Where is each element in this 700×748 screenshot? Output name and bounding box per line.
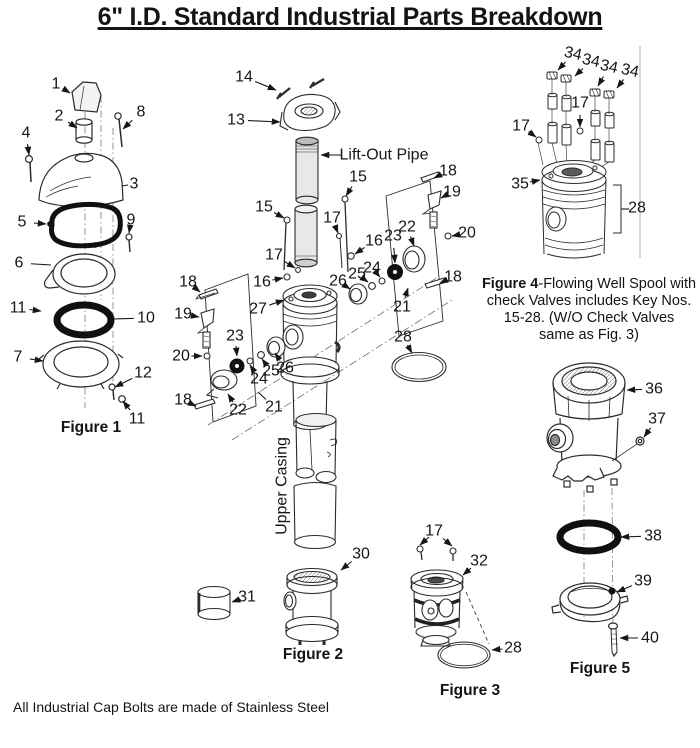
leader-line <box>115 378 132 387</box>
callout-11: 11 <box>9 299 27 317</box>
leader-line <box>627 389 642 390</box>
callout-19: 19 <box>174 305 192 323</box>
leader-line <box>598 77 604 87</box>
callout-11: 11 <box>128 410 146 428</box>
callout-10: 10 <box>137 309 155 327</box>
leader-line <box>644 428 651 437</box>
leader-line <box>617 80 624 89</box>
callout-7: 7 <box>13 348 23 366</box>
callout-34: 34 <box>619 60 641 82</box>
leader-line <box>248 121 280 122</box>
leader-line <box>122 185 128 186</box>
callout-31: 31 <box>238 588 256 606</box>
callout-5: 5 <box>17 213 27 231</box>
callout-21: 21 <box>393 298 411 316</box>
leader-line <box>113 318 134 319</box>
figure4-caption-bold: Figure 4 <box>481 276 539 292</box>
leader-line <box>269 300 284 305</box>
callout-32: 32 <box>470 552 488 570</box>
figure4-caption-line3: 15-28. (W/O Check Valves <box>503 310 675 326</box>
leader-line <box>28 144 30 155</box>
leader-line <box>274 213 284 219</box>
callout-34: 34 <box>598 56 620 78</box>
callout-17: 17 <box>512 117 530 135</box>
leader-line <box>123 401 130 410</box>
leader-line <box>30 310 42 312</box>
callout-14: 14 <box>235 68 253 86</box>
callout-38: 38 <box>644 527 662 545</box>
leader-line <box>394 248 395 263</box>
callout-28: 28 <box>394 328 412 346</box>
callout-17: 17 <box>425 522 443 540</box>
callout-26: 26 <box>329 272 347 290</box>
callout-3: 3 <box>129 175 139 193</box>
callout-25: 25 <box>262 362 280 380</box>
page-title: 6" I.D. Standard Industrial Parts Breakdown <box>97 3 603 31</box>
callout-34: 34 <box>562 43 584 65</box>
leader-line <box>492 649 503 650</box>
leader-line <box>443 539 452 547</box>
callout-1: 1 <box>51 75 61 93</box>
callout-36: 36 <box>645 380 663 398</box>
callout-18: 18 <box>179 273 197 291</box>
leader-line <box>621 536 641 537</box>
callout-17: 17 <box>571 94 589 112</box>
leader-line <box>31 264 51 265</box>
leader-line <box>273 278 284 280</box>
figure4-caption <box>473 276 700 344</box>
leader-line <box>411 237 415 247</box>
callout-18: 18 <box>444 268 462 286</box>
callout-34: 34 <box>580 50 602 72</box>
figure1-caption: Figure 1 <box>60 419 122 436</box>
callout-20: 20 <box>172 347 190 365</box>
figure5-caption: Figure 5 <box>569 660 631 677</box>
callout-8: 8 <box>136 103 146 121</box>
callout-18: 18 <box>439 162 457 180</box>
leader-line <box>558 62 566 70</box>
footer-note: All Industrial Cap Bolts are made of Stainless Steel <box>13 699 329 715</box>
leader-line <box>530 180 540 182</box>
leader-line <box>255 82 276 90</box>
callout-23: 23 <box>226 327 244 345</box>
callout-24: 24 <box>363 259 381 277</box>
callout-26: 26 <box>276 359 294 377</box>
leader-line <box>355 248 365 255</box>
callout-17: 17 <box>323 209 341 227</box>
leader-line <box>30 359 43 361</box>
callout-28: 28 <box>504 639 522 657</box>
callout-lift-out-pipe: Lift-Out Pipe <box>339 146 429 164</box>
leader-line <box>68 122 77 128</box>
callout-30: 30 <box>352 545 370 563</box>
callout-upper-casing: Upper Casing <box>273 437 291 535</box>
leader-line <box>405 288 408 298</box>
callout-28: 28 <box>628 199 646 217</box>
callout-21: 21 <box>265 398 283 416</box>
callout-12: 12 <box>134 364 152 382</box>
callout-15: 15 <box>349 168 367 186</box>
callout-23: 23 <box>384 227 402 245</box>
callout-9: 9 <box>126 211 136 229</box>
figure2-caption: Figure 2 <box>282 646 344 663</box>
callout-39: 39 <box>634 572 652 590</box>
callout-2: 2 <box>54 107 64 125</box>
leader-line <box>284 261 295 268</box>
leader-line <box>191 316 199 318</box>
figure4-caption-line4: same as Fig. 3) <box>539 327 639 343</box>
leader-line <box>335 226 338 234</box>
callout-35: 35 <box>511 175 529 193</box>
figure4-caption-line2: check Valves includes Key Nos. <box>486 293 692 309</box>
leader-line <box>408 345 413 353</box>
callout-13: 13 <box>227 111 245 129</box>
callout-22: 22 <box>229 401 247 419</box>
callout-16: 16 <box>365 232 383 250</box>
leader-line <box>236 346 237 356</box>
callout-24: 24 <box>250 370 268 388</box>
callout-25: 25 <box>348 265 366 283</box>
leader-line <box>575 69 583 77</box>
leader-line <box>123 120 132 129</box>
callout-40: 40 <box>641 629 659 647</box>
figure4-caption-line1: Figure 4-Flowing Well Spool with <box>481 276 697 292</box>
callout-27: 27 <box>249 300 267 318</box>
leader-line <box>346 187 352 197</box>
callout-18: 18 <box>174 391 192 409</box>
callout-17: 17 <box>265 246 283 264</box>
leader-line <box>341 561 352 570</box>
callout-20: 20 <box>458 224 476 242</box>
callout-19: 19 <box>443 183 461 201</box>
callout-6: 6 <box>14 254 24 272</box>
leader-line <box>63 89 70 94</box>
leader-line <box>34 223 46 224</box>
leader-line <box>617 586 632 592</box>
callout-4: 4 <box>21 124 31 142</box>
callout-15: 15 <box>255 198 273 216</box>
callout-16: 16 <box>253 273 271 291</box>
figure3-caption: Figure 3 <box>439 682 501 699</box>
callout-22: 22 <box>398 218 416 236</box>
callout-37: 37 <box>648 410 666 428</box>
